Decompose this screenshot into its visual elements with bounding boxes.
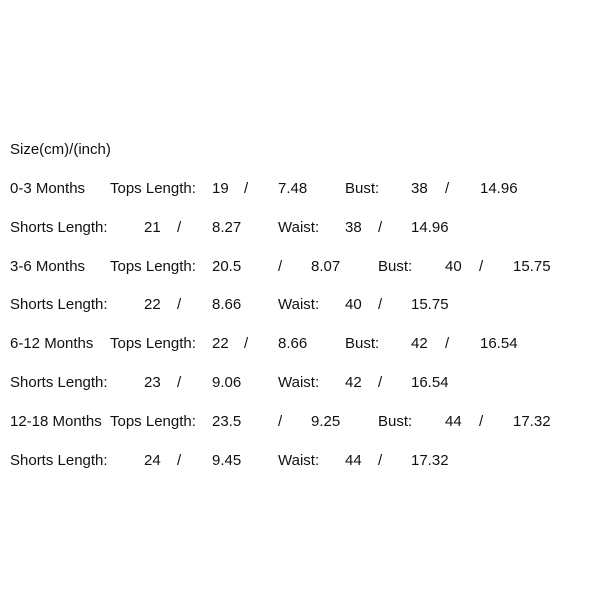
shorts-length-cm: 22 — [144, 296, 161, 313]
separator: / — [244, 335, 249, 352]
waist-inch: 15.75 — [411, 296, 449, 313]
bust-inch: 15.75 — [513, 258, 551, 275]
bust-inch: 14.96 — [480, 180, 518, 197]
size-row-0-3-months-tops — [0, 179, 600, 199]
tops-length-cm: 20.5 — [212, 258, 242, 275]
bust-label: Bust: — [345, 180, 380, 197]
size-row-3-6-months-shorts — [0, 295, 600, 315]
heading-text: Size(cm)/(inch) — [10, 141, 111, 158]
separator: / — [278, 258, 283, 275]
size-label: 3-6 Months — [10, 258, 86, 275]
waist-cm: 44 — [345, 452, 362, 469]
shorts-length-label: Shorts Length: — [10, 219, 108, 236]
shorts-length-label: Shorts Length: — [10, 452, 108, 469]
separator: / — [445, 335, 450, 352]
separator: / — [177, 374, 182, 391]
tops-length-label: Tops Length: — [110, 335, 196, 352]
shorts-length-cm: 21 — [144, 219, 161, 236]
bust-label: Bust: — [378, 258, 413, 275]
tops-length-inch: 7.48 — [278, 180, 308, 197]
separator: / — [278, 413, 283, 430]
shorts-length-inch: 8.66 — [212, 296, 242, 313]
separator: / — [479, 413, 484, 430]
tops-length-cm: 22 — [212, 335, 229, 352]
tops-length-label: Tops Length: — [110, 413, 196, 430]
waist-cm: 38 — [345, 219, 362, 236]
size-label: 6-12 Months — [10, 335, 94, 352]
tops-length-label: Tops Length: — [110, 180, 196, 197]
bust-inch: 16.54 — [480, 335, 518, 352]
waist-inch: 14.96 — [411, 219, 449, 236]
separator: / — [177, 219, 182, 236]
waist-cm: 40 — [345, 296, 362, 313]
waist-inch: 17.32 — [411, 452, 449, 469]
size-row-6-12-months-shorts — [0, 373, 600, 393]
size-chart-heading — [0, 140, 600, 160]
separator: / — [445, 180, 450, 197]
size-label: 12-18 Months — [10, 413, 102, 430]
waist-label: Waist: — [278, 452, 320, 469]
separator: / — [378, 296, 383, 313]
separator: / — [378, 374, 383, 391]
bust-cm: 38 — [411, 180, 428, 197]
tops-length-cm: 19 — [212, 180, 229, 197]
tops-length-label: Tops Length: — [110, 258, 196, 275]
waist-label: Waist: — [278, 374, 320, 391]
separator: / — [378, 219, 383, 236]
bust-cm: 42 — [411, 335, 428, 352]
waist-cm: 42 — [345, 374, 362, 391]
shorts-length-cm: 24 — [144, 452, 161, 469]
tops-length-inch: 9.25 — [311, 413, 341, 430]
separator: / — [177, 296, 182, 313]
shorts-length-inch: 9.06 — [212, 374, 242, 391]
bust-label: Bust: — [378, 413, 413, 430]
size-row-12-18-months-tops — [0, 412, 600, 432]
separator: / — [479, 258, 484, 275]
separator: / — [177, 452, 182, 469]
shorts-length-label: Shorts Length: — [10, 374, 108, 391]
tops-length-cm: 23.5 — [212, 413, 242, 430]
bust-inch: 17.32 — [513, 413, 551, 430]
bust-label: Bust: — [345, 335, 380, 352]
size-label: 0-3 Months — [10, 180, 86, 197]
shorts-length-inch: 8.27 — [212, 219, 242, 236]
size-row-0-3-months-shorts — [0, 218, 600, 238]
size-row-6-12-months-tops — [0, 334, 600, 354]
separator: / — [378, 452, 383, 469]
shorts-length-inch: 9.45 — [212, 452, 242, 469]
waist-label: Waist: — [278, 296, 320, 313]
waist-inch: 16.54 — [411, 374, 449, 391]
shorts-length-label: Shorts Length: — [10, 296, 108, 313]
size-row-3-6-months-tops — [0, 257, 600, 277]
bust-cm: 44 — [445, 413, 462, 430]
bust-cm: 40 — [445, 258, 462, 275]
tops-length-inch: 8.66 — [278, 335, 308, 352]
shorts-length-cm: 23 — [144, 374, 161, 391]
tops-length-inch: 8.07 — [311, 258, 341, 275]
waist-label: Waist: — [278, 219, 320, 236]
size-row-12-18-months-shorts — [0, 451, 600, 471]
separator: / — [244, 180, 249, 197]
